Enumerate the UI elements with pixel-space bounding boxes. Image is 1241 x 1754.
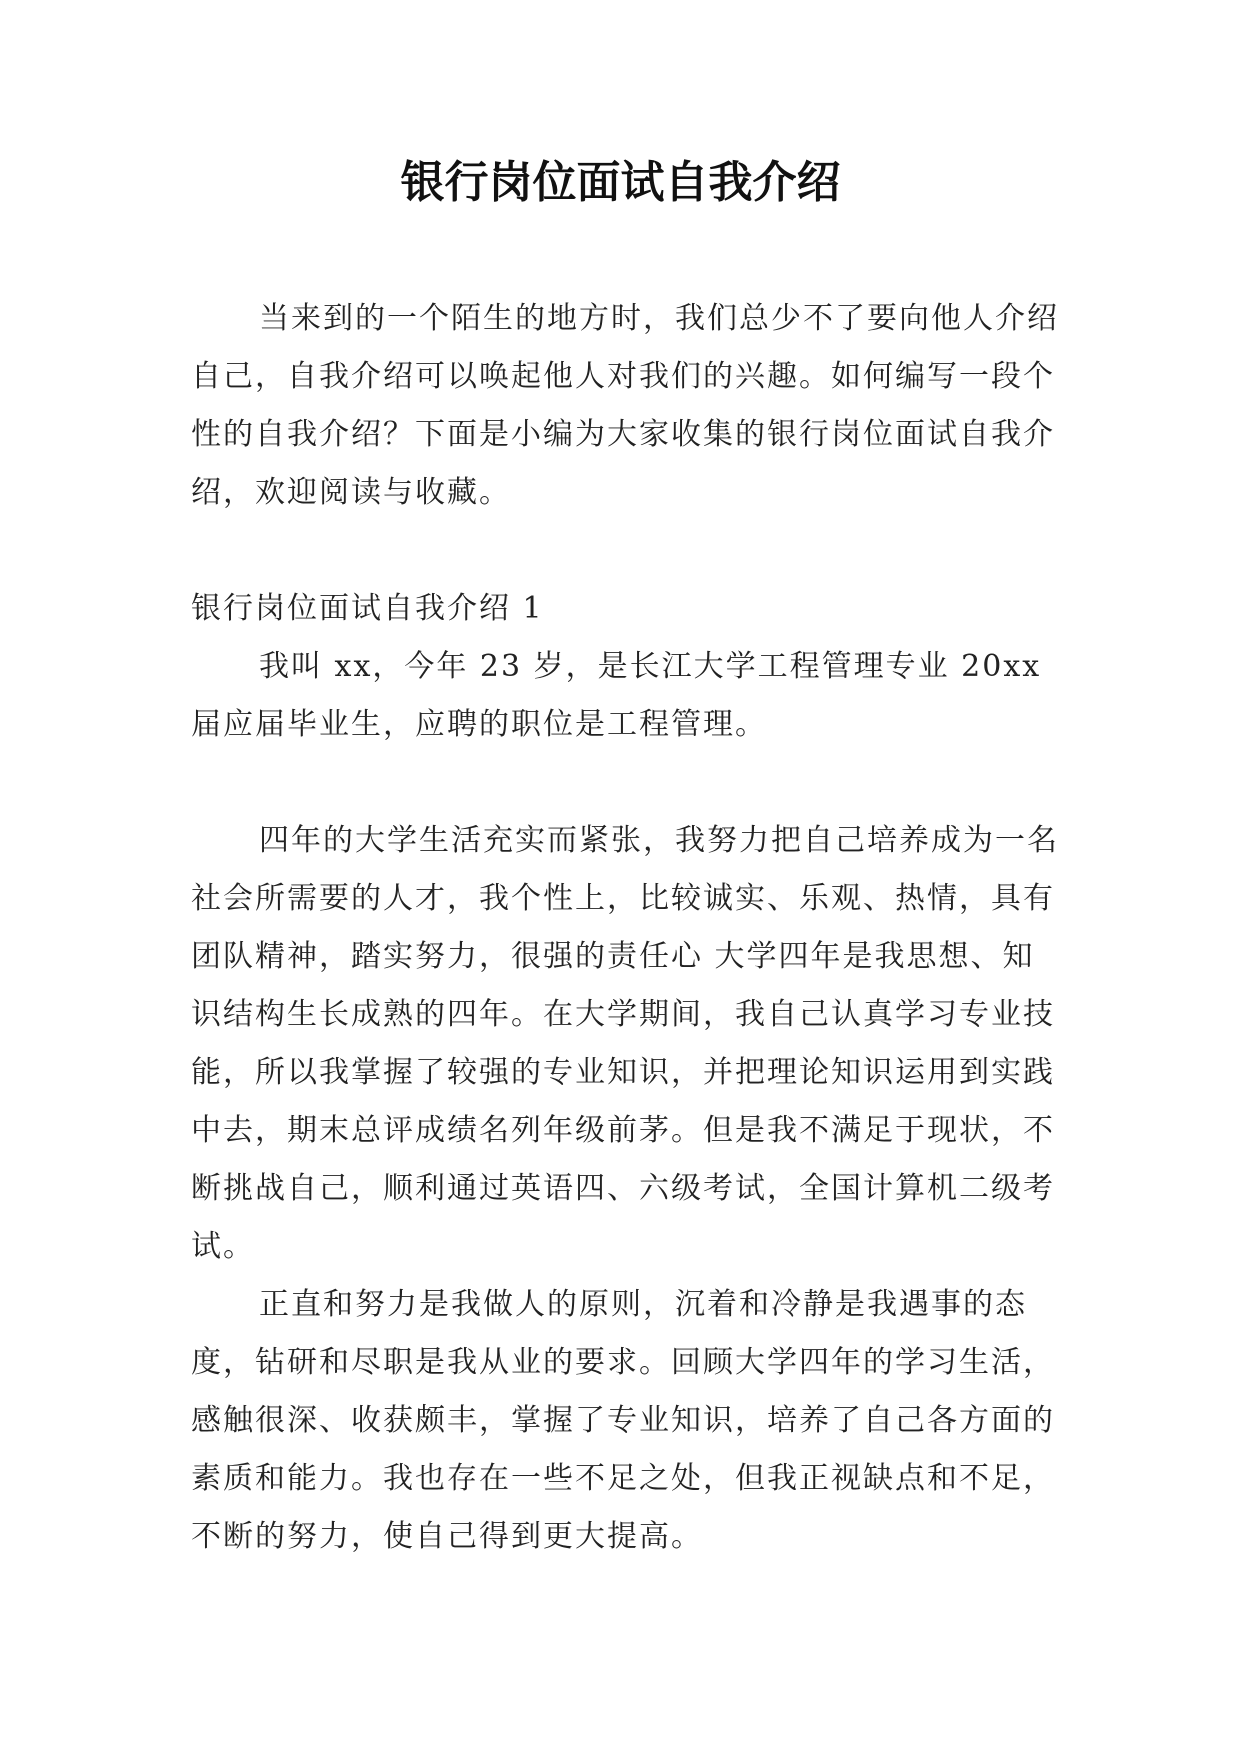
spacer <box>191 522 1061 580</box>
document-title: 银行岗位面试自我介绍 <box>400 157 841 208</box>
spacer <box>191 754 1061 812</box>
document-body <box>191 290 1061 1566</box>
body-paragraph-2: 四年的大学生活充实而紧张，我努力把自己培养成为一名社会所需要的人才，我个性上，比较诚实、乐观、热情，具有团队精神，踏实努力，很强的责任心 大学四年是我思想、知识结构生长成熟的四年。在大学期间，我自己认真学习专业技能，所以我掌握了较强的专业知识，并把理论知识运用到实践中去，期末总评成绩名列年级前茅。但是我不满足于现状，不断挑战自己，顺利通过英语四、六级考试，全国计算机二级考试。 <box>191 823 1059 1264</box>
section-heading: 银行岗位面试自我介绍 1 <box>191 591 544 626</box>
body-paragraph-1: 我叫 xx，今年 23 岁，是长江大学工程管理专业 20xx 届应届毕业生，应聘的职位是工程管理。 <box>191 649 1042 742</box>
intro-paragraph: 当来到的一个陌生的地方时，我们总少不了要向他人介绍自己，自我介绍可以唤起他人对我们的兴趣。如何编写一段个性的自我介绍？下面是小编为大家收集的银行岗位面试自我介绍，欢迎阅读与收藏。 <box>191 301 1059 510</box>
body-paragraph-3: 正直和努力是我做人的原则，沉着和冷静是我遇事的态度，钻研和尽职是我从业的要求。回顾大学四年的学习生活，感触很深、收获颇丰，掌握了专业知识，培养了自己各方面的素质和能力。我也存在一些不足之处，但我正视缺点和不足，不断的努力，使自己得到更大提高。 <box>191 1287 1055 1554</box>
